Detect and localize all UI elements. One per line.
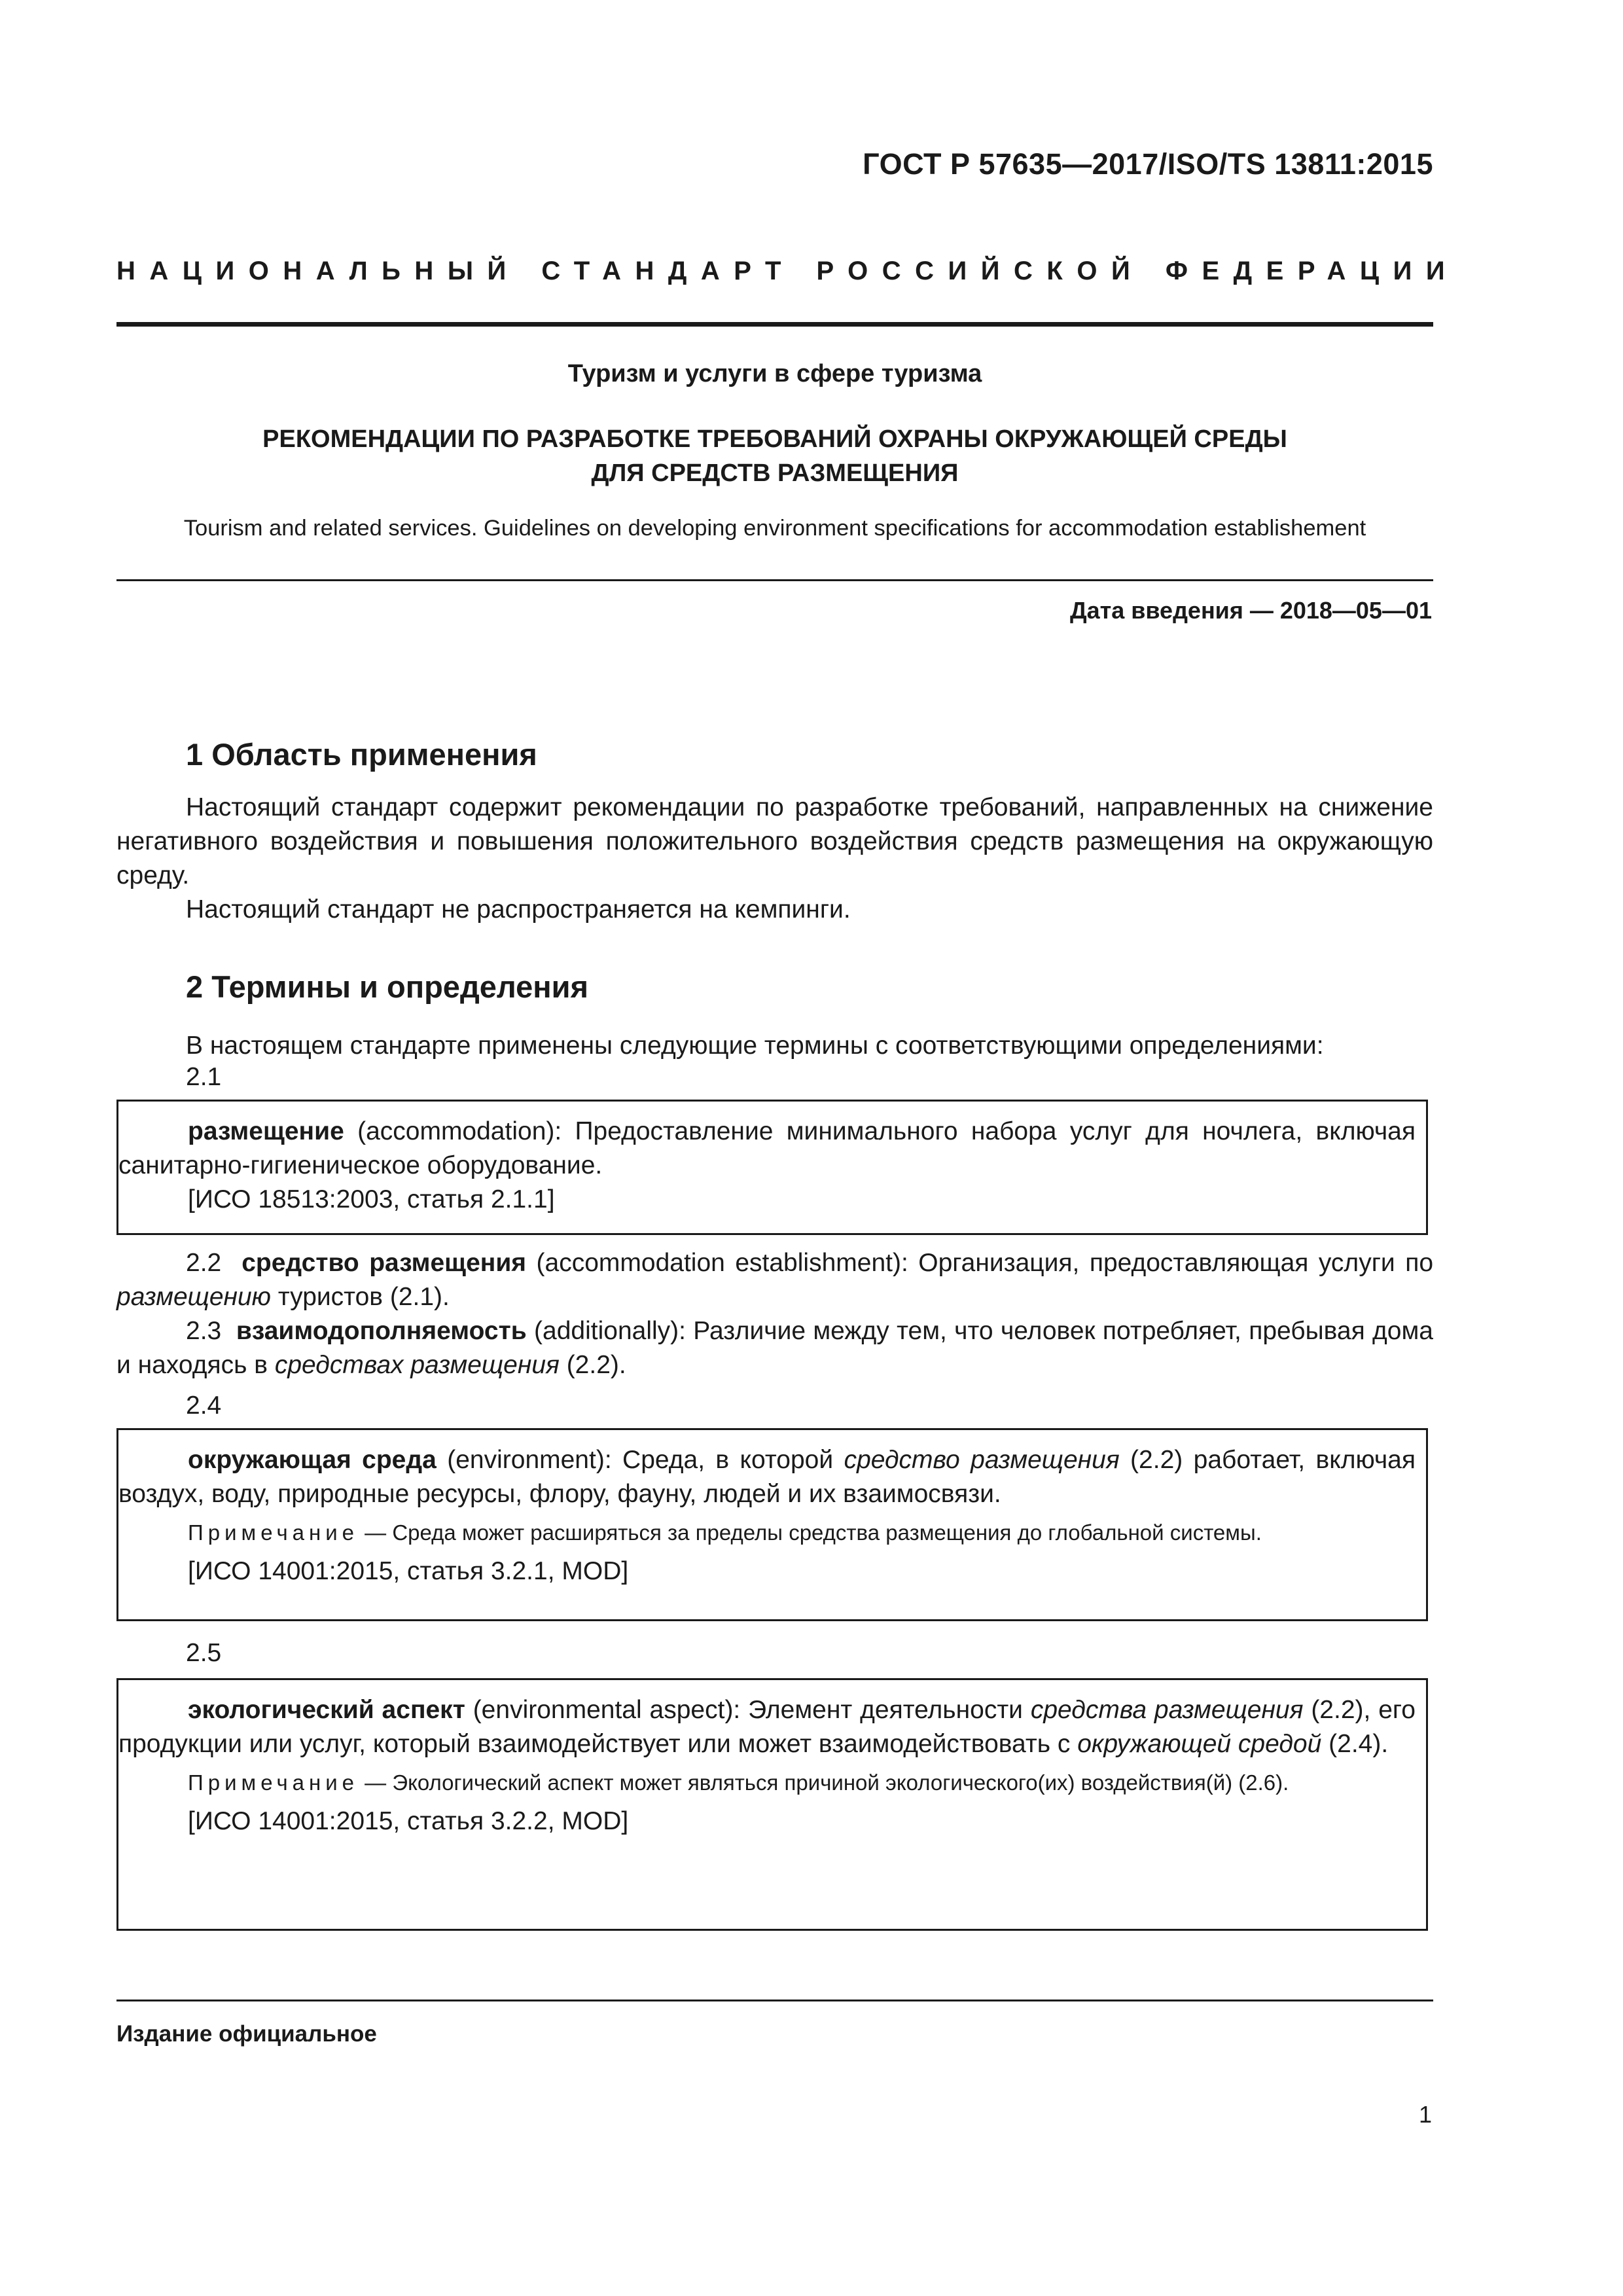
section-1-paragraph-1: Настоящий стандарт содержит рекомендации по разработке требований, направленных на снижение негативного воздействия и повышения положительного воздействия средств размещения на окружающую среду.: [116, 793, 1433, 889]
standard-title: [116, 422, 1433, 490]
section-1-heading: 1 Область применения: [186, 737, 537, 772]
terms-2-2-2-3: [116, 1246, 1433, 1382]
standard-title-english: Tourism and related services. Guidelines on developing environment specifications for accommodation establishement: [183, 516, 1366, 541]
term-2-5-definition: экологический аспект (environmental aspect): Элемент деятельности средства размещения (2.2), его продукции или услуг, который взаимодействует или может взаимодействовать с окружающей средой (2.4).: [118, 1696, 1416, 1758]
term-2-5-note: Примечание — Экологический аспект может являться причиной экологического(их) воздействия(й) (2.6).: [188, 1770, 1289, 1795]
section-2-intro: В настоящем стандарте применены следующие термины с соответствующими определениями:: [186, 1031, 1324, 1060]
term-2-5-box: [116, 1678, 1428, 1931]
introduction-date: Дата введения — 2018—05—01: [1069, 597, 1432, 624]
official-edition-label: Издание официальное: [116, 2021, 377, 2047]
page-number: 1: [1418, 2101, 1432, 2128]
term-2-1-definition: размещение (accommodation): Предоставление минимального набора услуг для ночлега, включая санитарно-гигиеническое оборудование.: [118, 1117, 1416, 1179]
term-2-4-source: [ИСО 14001:2015, статья 3.2.1, MOD]: [188, 1557, 629, 1585]
section-1-body: [116, 791, 1433, 927]
footer-rule: [116, 2000, 1433, 2001]
title-line-1: РЕКОМЕНДАЦИИ ПО РАЗРАБОТКЕ ТРЕБОВАНИЙ ОХРАНЫ ОКРУЖАЮЩЕЙ СРЕДЫ: [262, 425, 1287, 453]
standard-subject: Туризм и услуги в сфере туризма: [567, 360, 982, 387]
term-2-3: 2.3 взаимодополняемость (additionally): Различие между тем, что человек потребляет, пребывая дома и находясь в средствах размещения (2.2).: [116, 1317, 1434, 1379]
term-2-1-box: [116, 1100, 1428, 1235]
national-standard-banner: НАЦИОНАЛЬНЫЙ СТАНДАРТ РОССИЙСКОЙ ФЕДЕРАЦИИ: [116, 257, 1459, 285]
term-2-4-note: Примечание — Среда может расширяться за пределы средства размещения до глобальной системы.: [188, 1520, 1262, 1545]
term-2-1-source: [ИСО 18513:2003, статья 2.1.1]: [188, 1185, 555, 1213]
section-1-paragraph-2: Настоящий стандарт не распространяется на кемпинги.: [186, 895, 851, 924]
term-2-4-term: окружающая среда: [188, 1446, 437, 1474]
term-2-2-term: средство размещения: [241, 1249, 527, 1277]
term-2-5-source: [ИСО 14001:2015, статья 3.2.2, MOD]: [188, 1807, 629, 1835]
term-2-1-term: размещение: [188, 1117, 344, 1145]
document-code: ГОСТ Р 57635—2017/ISO/TS 13811:2015: [863, 147, 1433, 181]
term-2-5-term: экологический аспект: [188, 1696, 465, 1724]
title-rule: [116, 579, 1433, 581]
title-line-2: ДЛЯ СРЕДСТВ РАЗМЕЩЕНИЯ: [591, 459, 959, 487]
term-2-4-box: [116, 1428, 1428, 1621]
term-2-1-number: 2.1: [186, 1063, 222, 1091]
term-2-3-term: взаимодополняемость: [236, 1317, 527, 1345]
header-rule: [116, 322, 1433, 327]
term-2-2: 2.2 средство размещения (accommodation establishment): Организация, предоставляющая услуги по размещению туристов (2.1).: [116, 1249, 1434, 1311]
term-2-4-number: 2.4: [186, 1391, 222, 1420]
section-2-heading: 2 Термины и определения: [186, 969, 588, 1004]
term-2-5-number: 2.5: [186, 1639, 222, 1667]
term-2-4-definition: окружающая среда (environment): Среда, в которой средство размещения (2.2) работает, включая воздух, воду, природные ресурсы, флору, фауну, людей и их взаимосвязи.: [118, 1446, 1416, 1508]
